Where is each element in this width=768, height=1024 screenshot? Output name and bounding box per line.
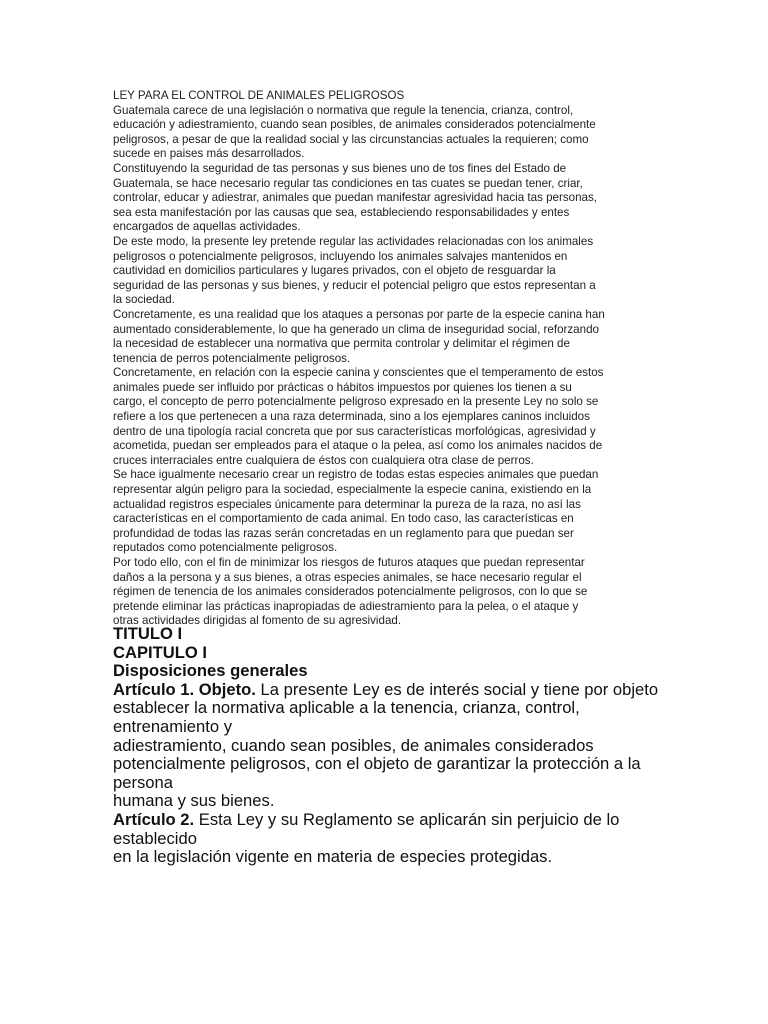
paragraph-line: la necesidad de establecer una normativa que permita controlar y delimitar el régimen de: [113, 337, 570, 351]
articulo-1-text: La presente Ley es de interés social y tiene por objeto: [255, 679, 659, 699]
articulo-2-label: Artículo 2.: [113, 809, 195, 829]
paragraph-line: De este modo, la presente ley pretende regular las actividades relacionadas con los animales: [113, 234, 594, 248]
paragraph-line: dentro de una tipología racial concreta que por sus características morfológicas, agresividad y: [113, 424, 596, 438]
paragraph-line: profundidad de todas las razas serán concretadas en un reglamento para que puedan ser: [113, 526, 574, 540]
paragraph-line: reputados como potencialmente peligrosos.: [113, 541, 338, 555]
paragraph-line: controlar, educar y adiestrar, animales que puedan manifestar agresividad hacia tas personas,: [113, 191, 597, 205]
disposiciones-heading: Disposiciones generales: [113, 661, 308, 681]
articulo-2-first-line: [113, 811, 673, 830]
articulo-2-body: [113, 830, 673, 867]
paragraph-line: encargados de aquellas actividades.: [113, 220, 301, 234]
paragraph-line: Se hace igualmente necesario crear un registro de todas estas especies animales que puedan: [113, 468, 599, 482]
paragraph-line: seguridad de las personas y sus bienes, y reducir el potencial peligro que estos representan a: [113, 278, 596, 292]
capitulo-heading: CAPITULO I: [113, 642, 208, 662]
titulo-heading: TITULO I: [113, 624, 183, 643]
paragraph-line: refiere a los que pertenecen a una raza determinada, sino a los ejemplares caninos incluidos: [113, 410, 590, 424]
articulo-1-body: [113, 699, 673, 811]
articulo-1-line: establecer la normativa aplicable a la tenencia, crianza, control,: [113, 698, 580, 718]
paragraph-line: cruces interraciales entre cualquiera de éstos con cualquiera otra clase de perros.: [113, 453, 534, 467]
paragraph-line: animales puede ser influido por prácticas o hábitos impuestos por quienes los tienen a su: [113, 380, 572, 394]
paragraph-line: Guatemala carece de una legislación o normativa que regule la tenencia, crianza, control,: [113, 103, 574, 117]
titles-block: [113, 625, 673, 867]
paragraph-line: Por todo ello, con el fin de minimizar los riesgos de futuros ataques que puedan representar: [113, 556, 585, 569]
articulo-1-line: humana y sus bienes.: [113, 791, 275, 811]
paragraph-line: acometida, puedan ser empleados para el ataque o la pelea, así como los animales nacidos de: [113, 439, 603, 453]
paragraph-line: la sociedad.: [113, 293, 175, 307]
paragraph-line: pretende eliminar las prácticas inapropiadas de adiestramiento para la pelea, o el ataque y: [113, 599, 579, 613]
paragraph-line: Concretamente, en relación con la especie canina y conscientes que el temperamento de estos: [113, 366, 604, 380]
paragraph-line: aumentado considerablemente, lo que ha generado un clima de inseguridad social, reforzando: [113, 322, 599, 336]
paragraph-line: régimen de tenencia de los animales considerados potencialmente peligrosos, con lo que se: [113, 585, 588, 599]
articulo-2-line: en la legislación vigente en materia de especies protegidas.: [113, 847, 553, 867]
articulo-1-line: adiestramiento, cuando sean posibles, de animales considerados: [113, 735, 594, 755]
articulo-1-line: persona: [113, 772, 173, 792]
paragraph-line: daños a la persona y a sus bienes, a otras especies animales, se hace necesario regular el: [113, 570, 582, 584]
paragraph-line: Concretamente, es una realidad que los ataques a personas por parte de la especie canina han: [113, 307, 605, 321]
document-title: LEY PARA EL CONTROL DE ANIMALES PELIGROSOS: [113, 89, 405, 102]
paragraph-line: peligrosos o potencialmente peligrosos, incluyendo los animales salvajes mantenidos en: [113, 249, 568, 263]
paragraph-line: educación y adiestramiento, cuando sean posibles, de animales considerados potencialmente: [113, 118, 596, 132]
paragraph-line: representar algún peligro para la sociedad, especialmente la especie canina, existiendo en la: [113, 483, 592, 497]
paragraph-line: características en el comportamiento de cada animal. En todo caso, las características en: [113, 512, 574, 526]
paragraph-line: cargo, el concepto de perro potencialmente peligroso expresado en la presente Ley no solo se: [113, 395, 599, 409]
paragraph-line: sea esta manifestación por las causas que sea, estableciendo responsabilidades y entes: [113, 205, 570, 219]
paragraph-line: cautividad en domicilios particulares y lugares privados, con el objeto de resguardar la: [113, 264, 556, 278]
paragraph-line: otras actividades dirigidas al fomento de su agresividad.: [113, 614, 402, 628]
paragraph-line: sucede en paises más desarrollados.: [113, 147, 305, 161]
paragraph-line: peligrosos, a pesar de que la realidad social y las circunstancias actuales la requieren; como: [113, 132, 589, 146]
paragraph-line: Constituyendo la seguridad de tas personas y sus bienes uno de tos fines del Estado de: [113, 161, 567, 175]
articulo-1-label: Artículo 1. Objeto.: [113, 679, 256, 699]
articulo-2-line: establecido: [113, 828, 197, 848]
articulo-1-first-line: [113, 681, 673, 700]
paragraph-line: actualidad registros especiales únicamente para determinar la pureza de la raza, no así las: [113, 497, 581, 511]
articulo-1-line: entrenamiento y: [113, 716, 232, 736]
paragraph-line: tenencia de perros potencialmente peligrosos.: [113, 351, 351, 365]
paragraph-line: Guatemala, se hace necesario regular tas condiciones en tas cuates se puedan tener, criar,: [113, 176, 583, 190]
intro-text-block: [113, 89, 653, 629]
articulo-2-text: Esta Ley y su Reglamento se aplicarán sin perjuicio de lo: [194, 809, 620, 829]
articulo-1-line: potencialmente peligrosos, con el objeto de garantizar la protección a la: [113, 754, 641, 774]
